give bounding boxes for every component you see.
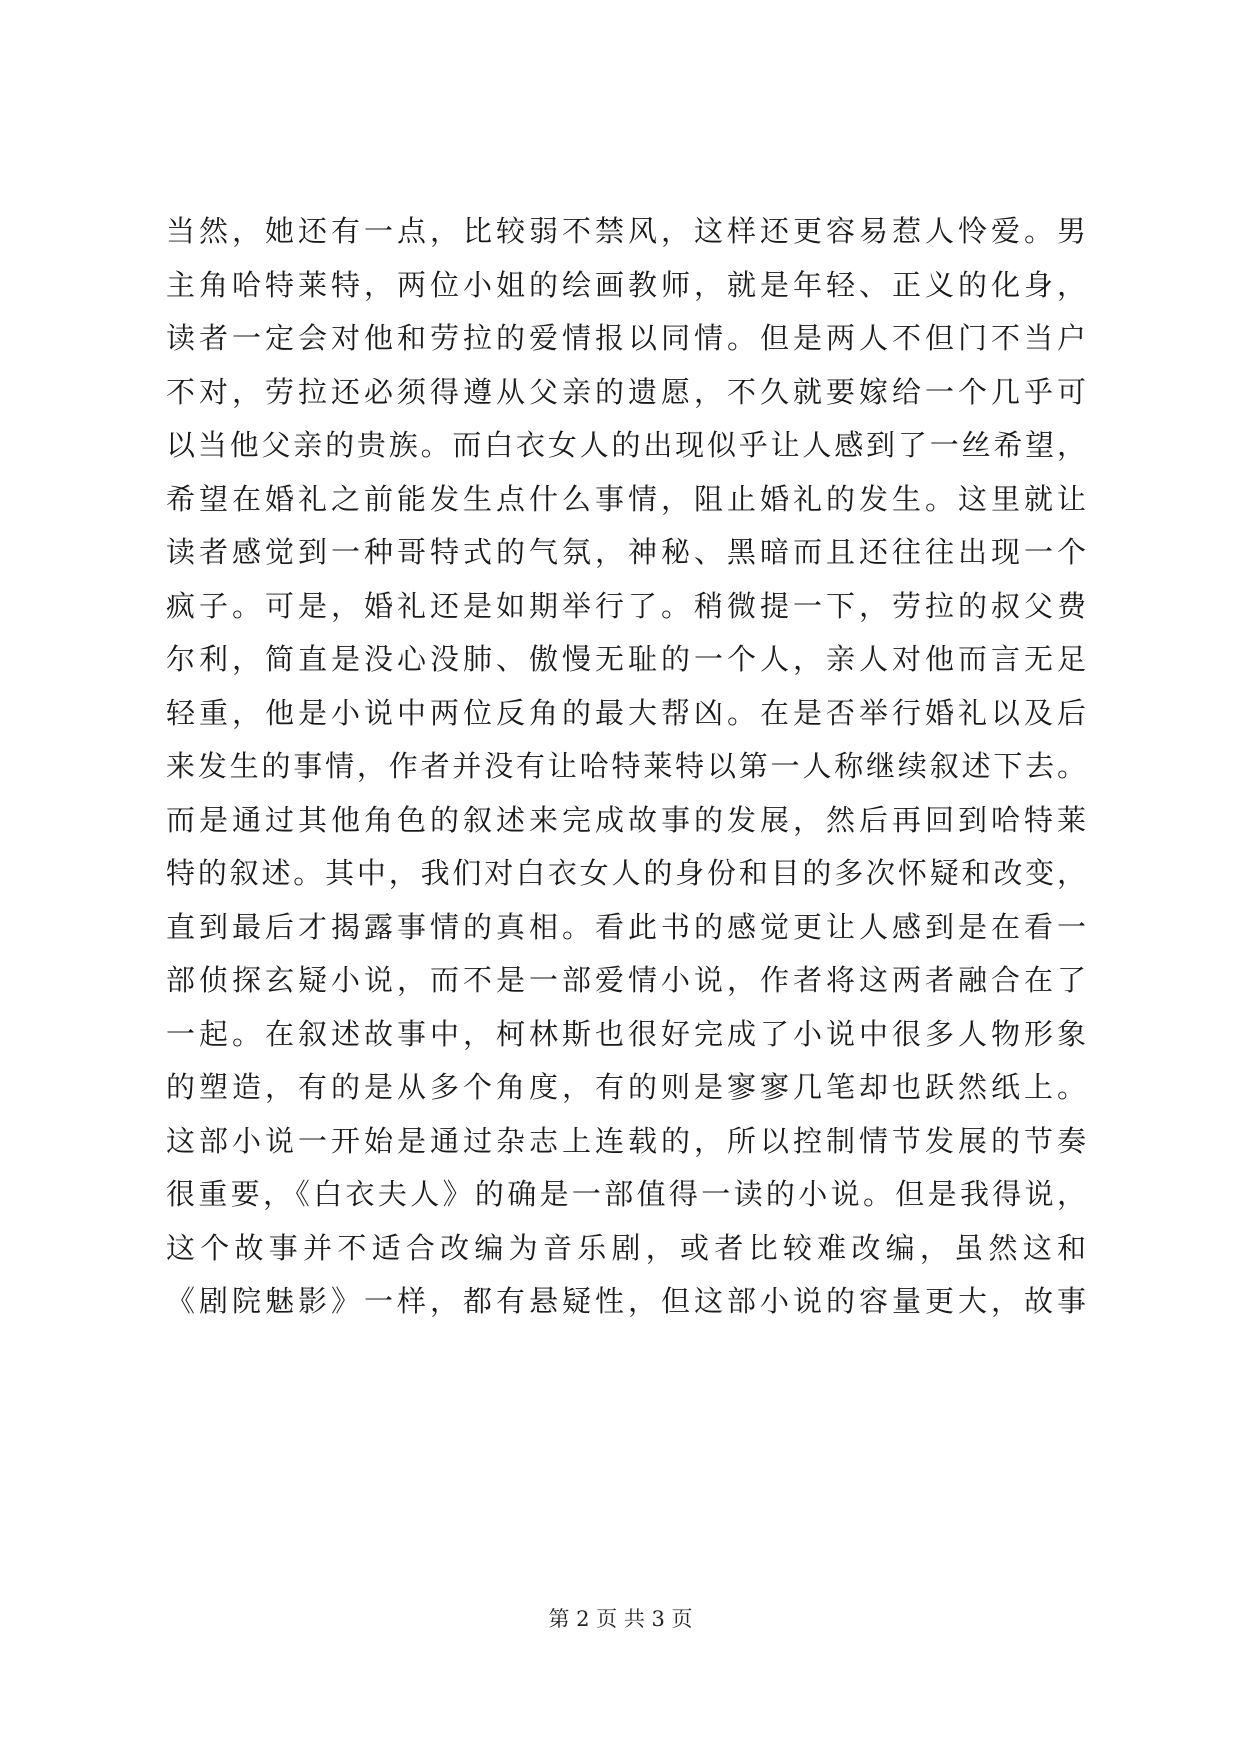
text-line: 的塑造，有的是从多个角度，有的则是寥寥几笔却也跃然纸上。 — [166, 1070, 1086, 1104]
text-line: 当然，她还有一点，比较弱不禁风，这样还更容易惹人怜爱。男 — [166, 214, 1086, 248]
text-line: 《剧院魅影》一样，都有悬疑性，但这部小说的容量更大，故事 — [166, 1284, 1086, 1318]
text-line: 直到最后才揭露事情的真相。看此书的感觉更让人感到是在看一 — [166, 909, 1086, 944]
text-line: 以当他父亲的贵族。而白衣女人的出现似乎让人感到了一丝希望， — [166, 428, 1086, 462]
text-line: 这部小说一开始是通过杂志上连载的，所以控制情节发展的节奏 — [166, 1123, 1086, 1158]
text-line: 很重要，《白衣夫人》的确是一部值得一读的小说。但是我得说， — [166, 1177, 1086, 1211]
text-line: 尔利，简直是没心没肺、傲慢无耻的一个人，亲人对他而言无足 — [166, 642, 1086, 676]
text-line: 而是通过其他角色的叙述来完成故事的发展，然后再回到哈特莱 — [166, 802, 1086, 837]
text-line: 特的叙述。其中，我们对白衣女人的身份和目的多次怀疑和改变， — [166, 856, 1086, 890]
text-line: 希望在婚礼之前能发生点什么事情，阻止婚礼的发生。这里就让 — [166, 481, 1086, 516]
text-line: 来发生的事情，作者并没有让哈特莱特以第一人称继续叙述下去。 — [166, 749, 1086, 783]
text-line: 读者感觉到一种哥特式的气氛，神秘、黑暗而且还往往出现一个 — [166, 535, 1086, 569]
text-line: 轻重，他是小说中两位反角的最大帮凶。在是否举行婚礼以及后 — [166, 695, 1086, 730]
text-line: 主角哈特莱特，两位小姐的绘画教师，就是年轻、正义的化身， — [166, 267, 1086, 302]
text-line: 一起。在叙述故事中，柯林斯也很好完成了小说中很多人物形象 — [166, 1016, 1086, 1051]
text-line: 这个故事并不适合改编为音乐剧，或者比较难改编，虽然这和 — [166, 1230, 1086, 1265]
body-text — [166, 205, 1086, 1329]
text-line: 部侦探玄疑小说，而不是一部爱情小说，作者将这两者融合在了 — [166, 963, 1086, 997]
text-line: 不对，劳拉还必须得遵从父亲的遗愿，不久就要嫁给一个几乎可 — [166, 374, 1086, 409]
text-line: 疯子。可是，婚礼还是如期举行了。稍微提一下，劳拉的叔父费 — [166, 588, 1086, 623]
text-line: 读者一定会对他和劳拉的爱情报以同情。但是两人不但门不当户 — [166, 321, 1086, 355]
page-number-footer: 第 2 页 共 3 页 — [548, 1607, 693, 1631]
